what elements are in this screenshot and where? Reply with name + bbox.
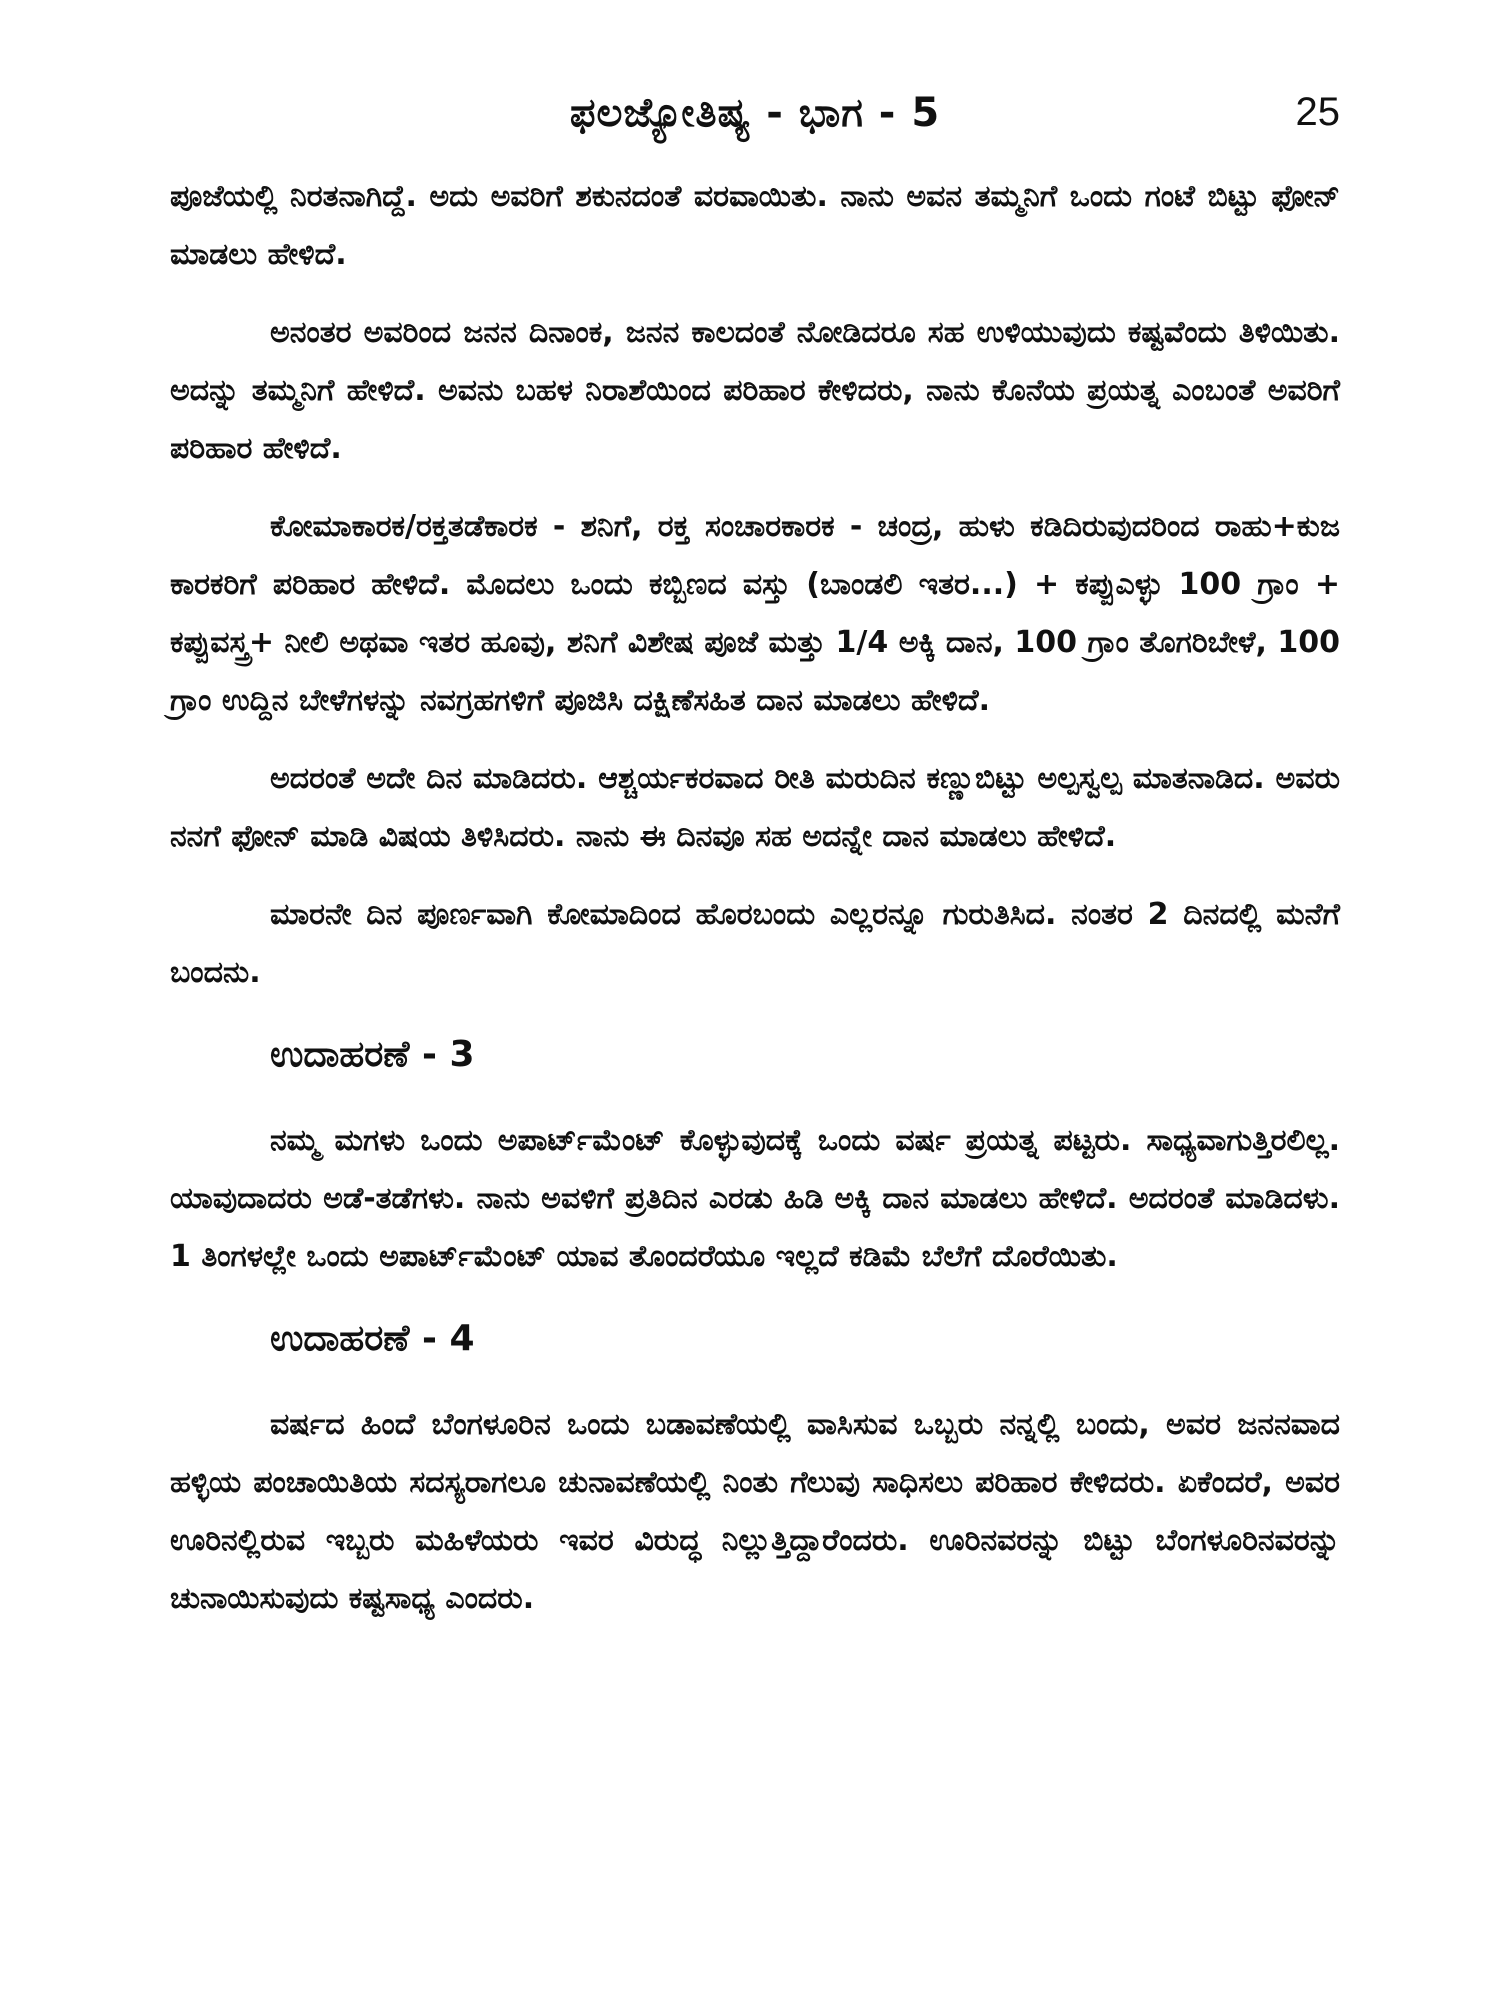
page-title: ಫಲಜ್ಯೋತಿಷ್ಯ - ಭಾಗ - 5 <box>569 90 941 136</box>
page-body <box>170 168 1340 1648</box>
heading-example-4: ಉದಾಹರಣೆ - 4 <box>270 1318 475 1359</box>
heading-example-3: ಉದಾಹರಣೆ - 3 <box>270 1034 475 1075</box>
paragraph-5: ಮಾರನೇ ದಿನ ಪೂರ್ಣವಾಗಿ ಕೋಮಾದಿಂದ ಹೊರಬಂದು ಎಲ್ಲರನ್ನೂ ಗುರುತಿಸಿದ. ನಂತರ 2 ದಿನದಲ್ಲಿ ಮನೆಗೆ ಬಂದನು. <box>170 897 1340 990</box>
page-number: 25 <box>1295 90 1340 134</box>
paragraph-1: ಪೂಜೆಯಲ್ಲಿ ನಿರತನಾಗಿದ್ದೆ. ಅದು ಅವರಿಗೆ ಶಕುನದಂತೆ ವರವಾಯಿತು. ನಾನು ಅವನ ತಮ್ಮನಿಗೆ ಒಂದು ಗಂಟೆ ಬಿಟ್ಟು ಫೋನ್ ಮಾಡಲು ಹೇಳಿದೆ. <box>170 179 1340 272</box>
paragraph-6: ನಮ್ಮ ಮಗಳು ಒಂದು ಅಪಾರ್ಟ್‌ಮೆಂಟ್ ಕೊಳ್ಳುವುದಕ್ಕೆ ಒಂದು ವರ್ಷ ಪ್ರಯತ್ನ ಪಟ್ಟರು. ಸಾಧ್ಯವಾಗುತ್ತಿರಲಿಲ್ಲ. ಯಾವುದಾದರು ಅಡೆ-ತಡೆಗಳು. ನಾನು ಅವಳಿಗೆ ಪ್ರತಿದಿನ ಎರಡು ಹಿಡಿ ಅಕ್ಕಿ ದಾನ ಮಾಡಲು ಹೇಳಿದೆ. ಅದರಂತೆ ಮಾಡಿದಳು. 1 ತಿಂಗಳಲ್ಲೇ ಒಂದು ಅಪಾರ್ಟ್‌ಮೆಂಟ್ ಯಾವ ತೊಂದರೆಯೂ ಇಲ್ಲದೆ ಕಡಿಮೆ ಬೆಲೆಗೆ ದೊರೆಯಿತು. <box>170 1123 1340 1274</box>
paragraph-3: ಕೋಮಾಕಾರಕ/ರಕ್ತತಡೆಕಾರಕ - ಶನಿಗೆ, ರಕ್ತ ಸಂಚಾರಕಾರಕ - ಚಂದ್ರ, ಹುಳು ಕಡಿದಿರುವುದರಿಂದ ರಾಹು+ಕುಜ ಕಾರಕರಿಗೆ ಪರಿಹಾರ ಹೇಳಿದೆ. ಮೊದಲು ಒಂದು ಕಬ್ಬಿಣದ ವಸ್ತು (ಬಾಂಡಲಿ ಇತರ...) + ಕಪ್ಪುಎಳ್ಳು 100 ಗ್ರಾಂ + ಕಪ್ಪುವಸ್ತ್ರ+ ನೀಲಿ ಅಥವಾ ಇತರ ಹೂವು, ಶನಿಗೆ ವಿಶೇಷ ಪೂಜೆ ಮತ್ತು 1/4 ಅಕ್ಕಿ ದಾನ, 100 ಗ್ರಾಂ ತೊಗರಿಬೇಳೆ, 100 ಗ್ರಾಂ ಉದ್ದಿನ ಬೇಳೆಗಳನ್ನು ನವಗ್ರಹಗಳಿಗೆ ಪೂಜಿಸಿ ದಕ್ಷಿಣೆಸಹಿತ ದಾನ ಮಾಡಲು ಹೇಳಿದೆ. <box>170 509 1340 718</box>
paragraph-2: ಅನಂತರ ಅವರಿಂದ ಜನನ ದಿನಾಂಕ, ಜನನ ಕಾಲದಂತೆ ನೋಡಿದರೂ ಸಹ ಉಳಿಯುವುದು ಕಷ್ಟವೆಂದು ತಿಳಿಯಿತು. ಅದನ್ನು ತಮ್ಮನಿಗೆ ಹೇಳಿದೆ. ಅವನು ಬಹಳ ನಿರಾಶೆಯಿಂದ ಪರಿಹಾರ ಕೇಳಿದರು, ನಾನು ಕೊನೆಯ ಪ್ರಯತ್ನ ಎಂಬಂತೆ ಅವರಿಗೆ ಪರಿಹಾರ ಹೇಳಿದೆ. <box>170 315 1340 466</box>
paragraph-4: ಅದರಂತೆ ಅದೇ ದಿನ ಮಾಡಿದರು. ಆಶ್ಚರ್ಯಕರವಾದ ರೀತಿ ಮರುದಿನ ಕಣ್ಣುಬಿಟ್ಟು ಅಲ್ಪಸ್ವಲ್ಪ ಮಾತನಾಡಿದ. ಅವರು ನನಗೆ ಫೋನ್ ಮಾಡಿ ವಿಷಯ ತಿಳಿಸಿದರು. ನಾನು ಈ ದಿನವೂ ಸಹ ಅದನ್ನೇ ದಾನ ಮಾಡಲು ಹೇಳಿದೆ. <box>170 761 1340 854</box>
paragraph-7: ವರ್ಷದ ಹಿಂದೆ ಬೆಂಗಳೂರಿನ ಒಂದು ಬಡಾವಣೆಯಲ್ಲಿ ವಾಸಿಸುವ ಒಬ್ಬರು ನನ್ನಲ್ಲಿ ಬಂದು, ಅವರ ಜನನವಾದ ಹಳ್ಳಿಯ ಪಂಚಾಯಿತಿಯ ಸದಸ್ಯರಾಗಲೂ ಚುನಾವಣೆಯಲ್ಲಿ ನಿಂತು ಗೆಲುವು ಸಾಧಿಸಲು ಪರಿಹಾರ ಕೇಳಿದರು. ಏಕೆಂದರೆ, ಅವರ ಊರಿನಲ್ಲಿರುವ ಇಬ್ಬರು ಮಹಿಳೆಯರು ಇವರ ವಿರುದ್ಧ ನಿಲ್ಲುತ್ತಿದ್ದಾರೆಂದರು. ಊರಿನವರನ್ನು ಬಿಟ್ಟು ಬೆಂಗಳೂರಿನವರನ್ನು ಚುನಾಯಿಸುವುದು ಕಷ್ಟಸಾಧ್ಯ ಎಂದರು. <box>170 1407 1340 1616</box>
page-header <box>170 90 1340 140</box>
